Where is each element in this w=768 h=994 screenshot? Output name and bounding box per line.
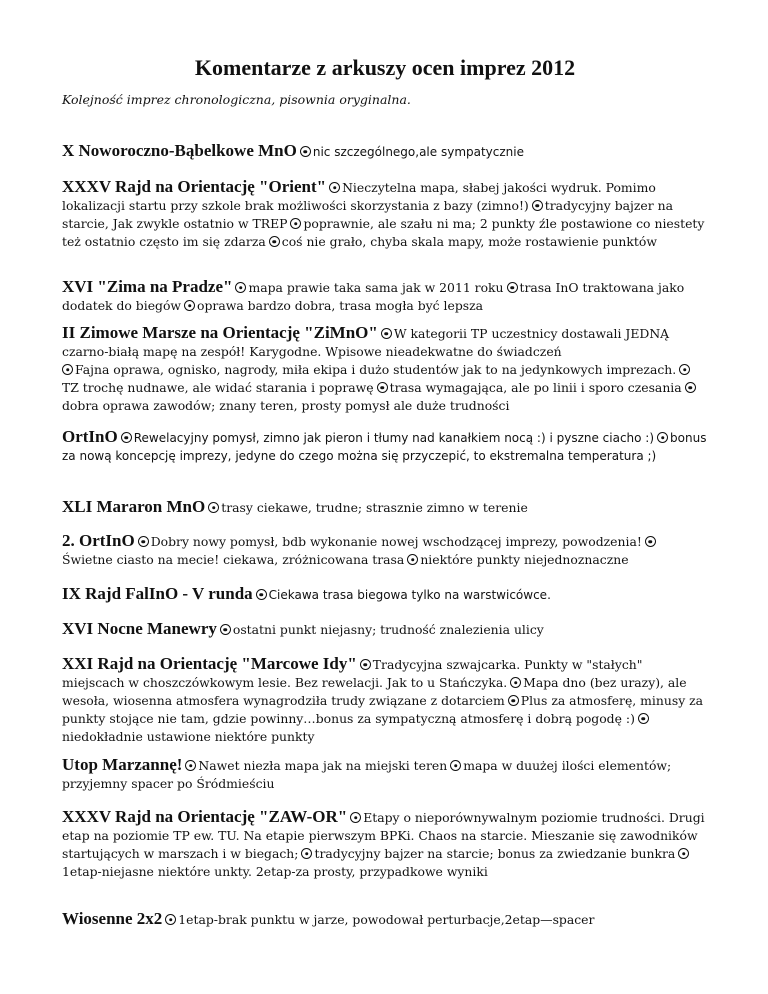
comment-text: Nawet niezła mapa jak na miejski teren: [198, 758, 448, 773]
entry: [62, 278, 708, 315]
comment-text: Tradycyjna szwajcarka. Punkty w "stałych" miejscach w choszczówkowym lesie. Bez rewelacji. Jak to u Stańczyka.: [62, 657, 643, 690]
entry-heading: IX Rajd FalInO - V runda: [62, 584, 253, 603]
comment-text: Mapa dno (bez urazy), ale wesoła, wiosenna atmosfera wynagrodziła trudy związane z dotarciem: [62, 675, 687, 708]
entry-heading: X Noworoczno-Bąbelkowe MnO: [62, 141, 297, 160]
entry-heading: XXXV Rajd na Orientację "ZAW-OR": [62, 807, 348, 826]
entry: [62, 756, 708, 793]
entry-heading: XXXV Rajd na Orientację "Orient": [62, 177, 327, 196]
target-icon: [256, 589, 267, 600]
target-icon: [381, 328, 392, 339]
comment-text: poprawnie, ale szału ni ma; 2 punkty źle postawione co niestety też ostatnio często im się zdarza: [62, 216, 705, 249]
entry-heading: XVI Nocne Manewry: [62, 619, 217, 638]
target-icon: [532, 200, 543, 211]
target-icon: [360, 659, 371, 670]
comment-text: Etapy o nieporównywalnym poziomie trudności. Drugi etap na poziomie TP ew. TU. Na etapie pierwszym BPKi. Chaos na starcie. Mieszanie się zawodników startujących w marszach i w biegach;: [62, 810, 705, 861]
entry-heading: 2. OrtInO: [62, 531, 135, 550]
entry: [62, 532, 708, 569]
target-icon: [645, 536, 656, 547]
document-title: Komentarze z arkuszy ocen imprez 2012: [194, 55, 576, 80]
comment-text: 1etap-brak punktu w jarze, powodował perturbacje,2etap—spacer: [178, 912, 595, 927]
comment-text: niektóre punkty niejednoznaczne: [420, 552, 629, 567]
target-icon: [121, 432, 132, 443]
entry-heading: XVI "Zima na Pradze": [62, 277, 233, 296]
entry: [62, 655, 708, 746]
comment-text: trasa wymagająca, ale po linii i sporo czesania: [389, 380, 682, 395]
comment-text: mapa prawie taka sama jak w 2011 roku: [248, 280, 504, 295]
document-subtitle: Kolejność imprez chronologiczna, pisownia oryginalna.: [62, 92, 411, 107]
entry: [62, 142, 708, 161]
entry-heading: Utop Marzannę!: [62, 755, 183, 774]
entry: [62, 808, 708, 881]
comment-text: mapa w duużej ilości elementów; przyjemny spacer po Śródmieściu: [62, 758, 672, 791]
entry: [62, 585, 708, 604]
entry: [62, 910, 708, 929]
target-icon: [450, 760, 461, 771]
comment-text: 1etap-niejasne niektóre unkty. 2etap-za prosty, przypadkowe wyniki: [62, 864, 488, 879]
comment-text: trasy ciekawe, trudne; strasznie zimno w terenie: [221, 500, 528, 515]
target-icon: [657, 432, 668, 443]
comment-text: Ciekawa trasa biegowa tylko na warstwicówce.: [268, 588, 551, 602]
target-icon: [407, 554, 418, 565]
target-icon: [184, 300, 195, 311]
target-icon: [300, 146, 311, 157]
target-icon: [269, 236, 280, 247]
target-icon: [290, 218, 301, 229]
comment-text: TZ trochę nudnawe, ale widać starania i poprawę: [62, 380, 374, 395]
entry: [62, 428, 708, 465]
target-icon: [220, 624, 231, 635]
comment-text: ostatni punkt niejasny; trudność znalezienia ulicy: [232, 622, 544, 637]
target-icon: [685, 382, 696, 393]
target-icon: [638, 713, 649, 724]
comment-text: Fajna oprawa, ognisko, nagrody, miła ekipa i dużo studentów jak to na jedynkowych imprezach.: [75, 362, 677, 377]
comment-text: Plus za atmosferę, minusy za punkty stojące nie tam, gdzie powinny…bonus za sympatyczną atmosferę i dobrą pogodę :): [62, 693, 704, 726]
comment-text: dobra oprawa zawodów; znany teren, prosty pomysł ale duże trudności: [62, 398, 510, 413]
target-icon: [165, 914, 176, 925]
comment-text: niedokładnie ustawione niektóre punkty: [62, 729, 315, 744]
target-icon: [678, 848, 689, 859]
comment-text: bonus za nową koncepcję imprezy, jedyne do czego można się przyczepić, to ekstremalna temperatura ;): [62, 431, 707, 463]
target-icon: [185, 760, 196, 771]
entry-heading: XXI Rajd na Orientację "Marcowe Idy": [62, 654, 357, 673]
target-icon: [62, 364, 73, 375]
entry-heading: OrtInO: [62, 427, 118, 446]
comment-text: oprawa bardzo dobra, trasa mogła być lepsza: [197, 298, 484, 313]
target-icon: [679, 364, 690, 375]
comment-text: Świetne ciasto na mecie! ciekawa, zróżnicowana trasa: [62, 552, 405, 567]
comment-text: Nieczytelna mapa, słabej jakości wydruk. Pomimo lokalizacji startu przy szkole brak możliwości skorzystania z bazy (zimno!): [62, 180, 656, 213]
entry: [62, 620, 708, 639]
target-icon: [329, 182, 340, 193]
comment-text: tradycyjny bajzer na starcie, Jak zwykle ostatnio w TREP: [62, 198, 673, 231]
entry-heading: Wiosenne 2x2: [62, 909, 163, 928]
comment-text: Dobry nowy pomysł, bdb wykonanie nowej wschodzącej imprezy, powodzenia!: [150, 534, 642, 549]
target-icon: [377, 382, 388, 393]
comment-text: W kategorii TP uczestnicy dostawali JEDNĄ czarno-białą mapę na zespół! Karygodne. Wpisowe nieadekwatne do świadczeń: [62, 326, 670, 359]
target-icon: [208, 502, 219, 513]
target-icon: [350, 812, 361, 823]
entry-heading: II Zimowe Marsze na Orientację "ZiMnO": [62, 323, 378, 342]
target-icon: [301, 848, 312, 859]
target-icon: [507, 282, 518, 293]
target-icon: [138, 536, 149, 547]
entry: [62, 498, 708, 517]
entry: [62, 324, 708, 415]
target-icon: [235, 282, 246, 293]
comment-text: trasa InO traktowana jako dodatek do biegów: [62, 280, 685, 313]
comment-text: Rewelacyjny pomysł, zimno jak pieron i tłumy nad kanałkiem nocą :) i pyszne ciacho :): [133, 431, 655, 445]
comment-text: coś nie grało, chyba skala mapy, może rostawienie punktów: [281, 234, 657, 249]
target-icon: [510, 677, 521, 688]
comment-text: tradycyjny bajzer na starcie; bonus za zwiedzanie bunkra: [314, 846, 676, 861]
entry-heading: XLI Mararon MnO: [62, 497, 206, 516]
entry: [62, 178, 708, 251]
comment-text: nic szczególnego,ale sympatycznie: [312, 145, 525, 159]
target-icon: [508, 695, 519, 706]
